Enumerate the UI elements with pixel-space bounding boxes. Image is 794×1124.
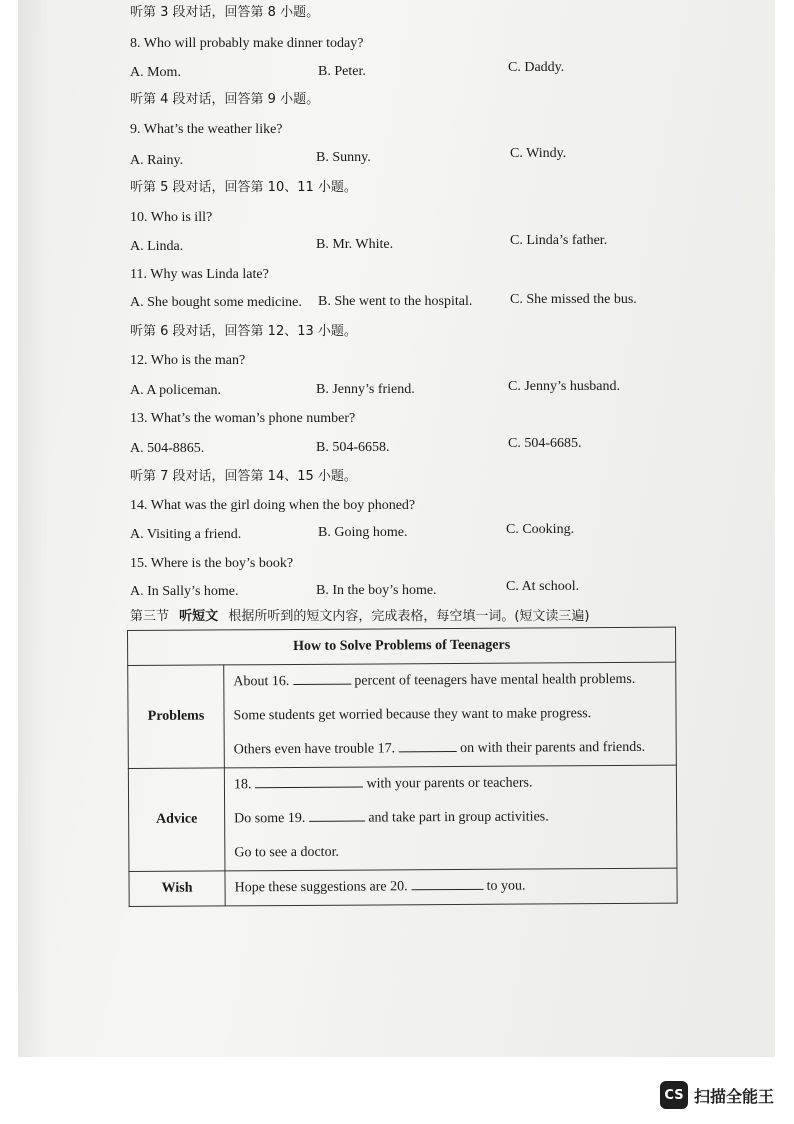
question-8: 8. Who will probably make dinner today? <box>130 36 364 51</box>
q9-option-b: B. Sunny. <box>316 150 371 165</box>
q11-option-a: A. She bought some medicine. <box>130 295 302 310</box>
advice-label: Advice <box>128 768 225 872</box>
blank-17-prefix: Others even have trouble 17. <box>233 741 396 758</box>
wish-cell <box>225 868 677 906</box>
q14-option-c: C. Cooking. <box>506 522 575 537</box>
q12-option-a: A. A policeman. <box>130 383 221 398</box>
q11-option-b: B. She went to the hospital. <box>318 294 473 309</box>
q12-option-c: C. Jenny’s husband. <box>508 379 620 394</box>
wish-row-20 <box>225 869 676 906</box>
part3-header <box>130 608 589 626</box>
advice-row-18 <box>225 766 676 803</box>
advice-row-doctor: Go to see a doctor. <box>234 844 340 861</box>
blank-16-suffix: percent of teenagers have mental health problems. <box>354 671 636 689</box>
q15-option-b: B. In the boy’s home. <box>316 583 437 598</box>
q13-option-a: A. 504-8865. <box>130 441 205 456</box>
blank-18-prefix: 18. <box>233 777 252 793</box>
q15-option-c: C. At school. <box>506 579 580 594</box>
blank-19-prefix: Do some 19. <box>234 810 306 827</box>
blank-20-prefix: Hope these suggestions are 20. <box>234 879 408 896</box>
blank-19-suffix: and take part in group activities. <box>368 809 549 826</box>
question-9: 9. What’s the weather like? <box>130 122 283 137</box>
table-title: How to Solve Problems of Teenagers <box>128 627 676 665</box>
advice-row-19 <box>225 800 676 837</box>
q12-option-b: B. Jenny’s friend. <box>316 382 415 397</box>
problem-row-progress: Some students get worried because they want to make progress. <box>233 706 592 724</box>
q11-option-c: C. She missed the bus. <box>510 292 637 307</box>
part3-instruction: 根据所听到的短文内容，完成表格，每空填一词。(短文读三遍) <box>228 609 590 624</box>
advice-cell <box>224 765 677 871</box>
question-15: 15. Where is the boy’s book? <box>130 556 294 571</box>
blank-17[interactable] <box>399 739 457 752</box>
camscanner-logo: CS <box>660 1081 688 1109</box>
question-10: 10. Who is ill? <box>130 210 213 225</box>
blank-19[interactable] <box>309 809 365 822</box>
part3-label: 第三节 <box>130 609 170 624</box>
problem-row-16 <box>224 663 675 700</box>
blank-16-prefix: About 16. <box>233 674 290 690</box>
blank-16[interactable] <box>293 672 351 685</box>
section-header-d5: 听第 5 段对话，回答第 10、11 小题。 <box>130 180 357 195</box>
q13-option-c: C. 504-6685. <box>508 436 582 451</box>
part3-title: 听短文 <box>179 609 219 624</box>
blank-18[interactable] <box>255 775 363 789</box>
q15-option-a: A. In Sally’s home. <box>130 584 239 599</box>
problem-row-17 <box>225 731 676 768</box>
blank-20-suffix: to you. <box>486 878 526 894</box>
q8-option-a: A. Mom. <box>130 65 181 80</box>
section-header-d4: 听第 4 段对话，回答第 9 小题。 <box>130 92 320 107</box>
problems-cell <box>224 662 677 768</box>
blank-18-suffix: with your parents or teachers. <box>366 775 533 792</box>
q8-option-c: C. Daddy. <box>508 60 565 75</box>
q9-option-c: C. Windy. <box>510 146 567 161</box>
q10-option-a: A. Linda. <box>130 239 184 254</box>
q13-option-b: B. 504-6658. <box>316 440 390 455</box>
blank-17-suffix: on with their parents and friends. <box>460 739 646 756</box>
question-14: 14. What was the girl doing when the boy phoned? <box>130 498 416 513</box>
q14-option-a: A. Visiting a friend. <box>130 527 242 542</box>
question-12: 12. Who is the man? <box>130 353 246 368</box>
section-header-d7: 听第 7 段对话，回答第 14、15 小题。 <box>130 469 357 484</box>
blank-20[interactable] <box>411 877 483 890</box>
scanner-watermark <box>660 1081 774 1109</box>
q14-option-b: B. Going home. <box>318 525 408 540</box>
wish-label: Wish <box>129 871 225 907</box>
q10-option-c: C. Linda’s father. <box>510 233 608 248</box>
question-11: 11. Why was Linda late? <box>130 267 269 282</box>
question-13: 13. What’s the woman’s phone number? <box>130 411 356 426</box>
problems-label: Problems <box>128 665 225 769</box>
page-shadow <box>18 0 48 1057</box>
section-header-d6: 听第 6 段对话，回答第 12、13 小题。 <box>130 324 357 339</box>
camscanner-text: 扫描全能王 <box>693 1086 774 1106</box>
q8-option-b: B. Peter. <box>318 64 366 79</box>
section-header-d3: 听第 3 段对话，回答第 8 小题。 <box>130 5 320 20</box>
q10-option-b: B. Mr. White. <box>316 237 394 252</box>
q9-option-a: A. Rainy. <box>130 153 184 168</box>
teen-problems-table <box>127 627 678 907</box>
